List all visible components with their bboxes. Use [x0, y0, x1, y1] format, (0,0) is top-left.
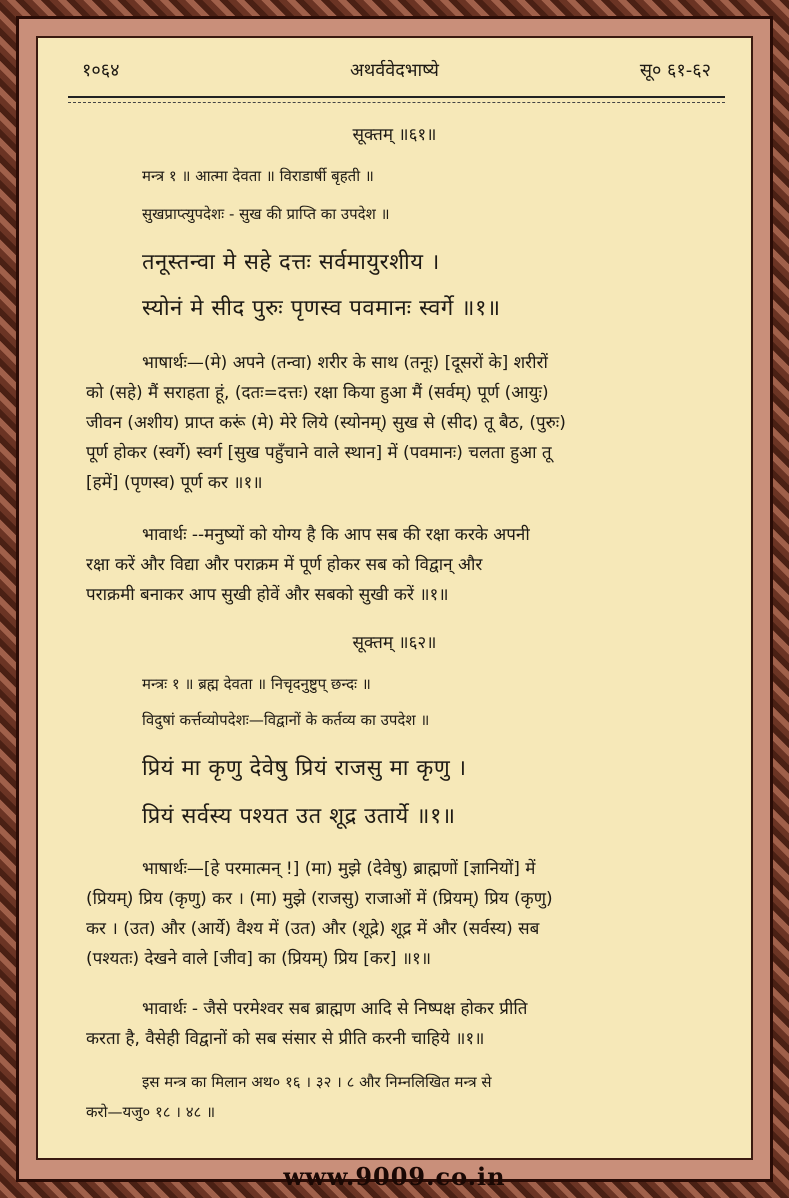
sukta-62-title: सूक्तम् ॥६२॥ [352, 633, 437, 653]
sukta-62-mantra-info: मन्त्रः १ ॥ ब्रह्म देवता ॥ निचृदनुष्टुप् छन्दः ॥ [142, 675, 371, 693]
sukta-61-verse-line-2: स्योनं मे सीद पुरुः पृणस्व पवमानः स्वर्गे ॥१॥ [142, 296, 501, 321]
sukta-62-bhashya-line: (प्रियम्) प्रिय (कृणु) कर । (मा) मुझे (राजसु) राजाओं में (प्रियम्) प्रिय (कृणु) [86, 889, 553, 909]
book-title: अथर्ववेदभाष्ये [350, 60, 439, 81]
sukta-62-note-line: इस मन्त्र का मिलान अथ० १६ । ३२ । ८ और निम्नलिखित मन्त्र से [142, 1073, 492, 1091]
sukta-reference: सू० ६१-६२ [639, 60, 711, 81]
sukta-62-bhashya-line: (पश्यतः) देखने वाले [जीव] का (प्रियम्) प्रिय [कर] ॥१॥ [86, 949, 432, 969]
sukta-61-topic: सुखप्राप्त्युपदेशः - सुख की प्राप्ति का उपदेश ॥ [142, 205, 390, 223]
sukta-62-bhavartha-line: करता है, वैसेही विद्वानों को सब संसार से प्रीति करनी चाहिये ॥१॥ [86, 1029, 485, 1049]
sukta-61-bhavartha-line: पराक्रमी बनाकर आप सुखी होवें और सबको सुखी करें ॥१॥ [86, 585, 449, 605]
header-rule [68, 96, 725, 103]
page-number: १०६४ [82, 60, 120, 81]
sukta-62-verse-line-1: प्रियं मा कृणु देवेषु प्रियं राजसु मा कृणु । [142, 756, 467, 781]
sukta-62-bhashya-line: कर । (उत) और (आर्ये) वैश्य में (उत) और (शूद्रे) शूद्र में और (सर्वस्य) सब [86, 919, 540, 939]
sukta-62-bhashya-line: भाषार्थः—[हे परमात्मन् !] (मा) मुझे (देवेषु) ब्राह्मणों [ज्ञानियों] में [142, 859, 536, 879]
page-header [68, 58, 721, 88]
sukta-61-bhavartha-line: रक्षा करें और विद्या और पराक्रम में पूर्ण होकर सब को विद्वान् और [86, 555, 483, 575]
sukta-61-bhashya-line: पूर्ण होकर (स्वर्गे) स्वर्ग [सुख पहुँचाने वाले स्थान] में (पवमानः) चलता हुआ तू [86, 443, 552, 463]
sukta-62-note-line: करो—यजु० १८ । ४८ ॥ [86, 1103, 216, 1121]
sukta-61-mantra-info: मन्त्र १ ॥ आत्मा देवता ॥ विराडार्षी बृहती ॥ [142, 167, 374, 185]
sukta-61-bhashya-line: को (सहे) मैं सराहता हूं, (दतः=दत्तः) रक्षा किया हुआ मैं (सर्वम्) पूर्ण (आयुः) [86, 383, 549, 403]
sukta-61-verse-line-1: तनूस्तन्वा मे सहे दत्तः सर्वमायुरशीय । [142, 250, 440, 275]
sukta-62-bhavartha-line: भावार्थः - जैसे परमेश्वर सब ब्राह्मण आदि से निष्पक्ष होकर प्रीति [142, 999, 528, 1019]
sukta-61-bhashya-line: भाषार्थः—(मे) अपने (तन्वा) शरीर के साथ (तनूः) [दूसरों के] शरीरों [142, 353, 548, 373]
sukta-61-bhashya-line: जीवन (अशीय) प्राप्त करूं (मे) मेरे लिये (स्योनम्) सुख से (सीद) तू बैठ, (पुरुः) [86, 413, 566, 433]
sukta-62-topic: विदुषां कर्त्तव्योपदेशः—विद्वानों के कर्तव्य का उपदेश ॥ [142, 711, 430, 729]
sukta-62-verse-line-2: प्रियं सर्वस्य पश्यत उत शूद्र उतार्ये ॥१॥ [142, 804, 456, 829]
sukta-61-title: सूक्तम् ॥६१॥ [352, 125, 437, 145]
website-watermark: www.9009.co.in [283, 1162, 506, 1191]
sukta-61-bhavartha-line: भावार्थः --मनुष्यों को योग्य है कि आप सब की रक्षा करके अपनी [142, 525, 530, 545]
sukta-61-bhashya-line: [हमें] (पृणस्व) पूर्ण कर ॥१॥ [86, 473, 263, 493]
scanned-page [36, 36, 753, 1160]
